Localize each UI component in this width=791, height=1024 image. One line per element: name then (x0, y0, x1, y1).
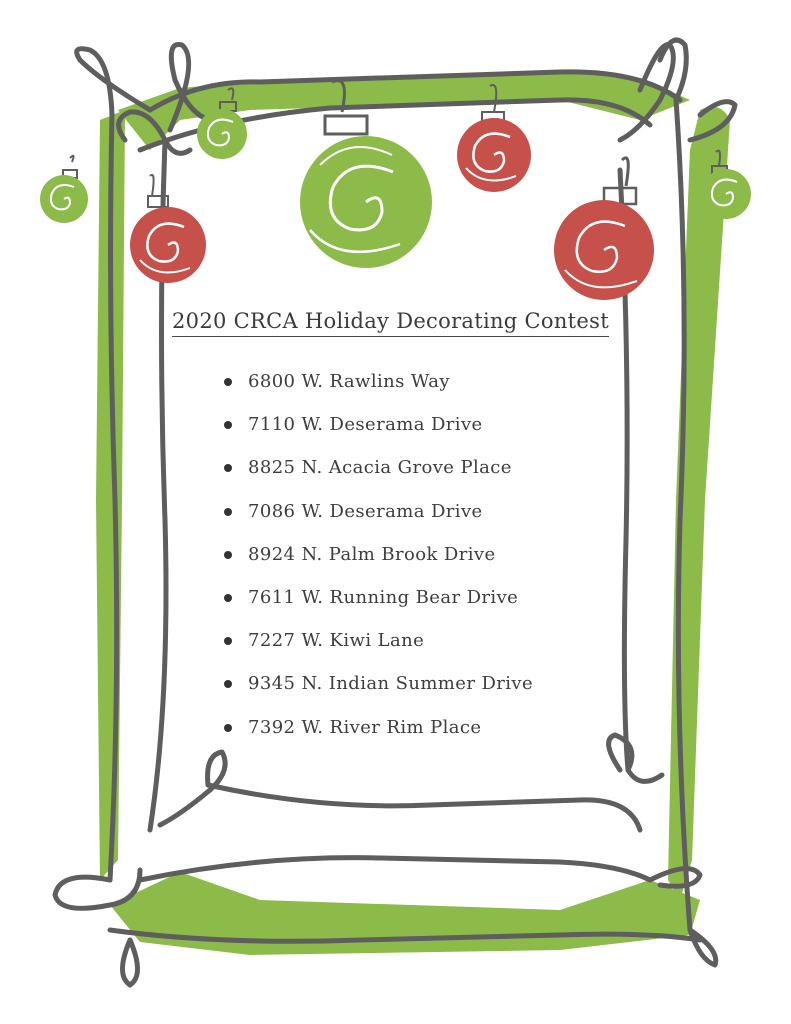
list-item (218, 411, 533, 454)
bullet-icon (224, 637, 232, 645)
address-text: 7086 W. Deserama Drive (248, 500, 483, 522)
address-list (218, 368, 533, 757)
bullet-icon (224, 594, 232, 602)
bullet-icon (224, 378, 232, 386)
bullet-icon (224, 464, 232, 472)
bullet-icon (224, 724, 232, 732)
list-item (218, 541, 533, 584)
address-text: 8825 N. Acacia Grove Place (248, 457, 512, 479)
bullet-icon (224, 551, 232, 559)
list-item (218, 670, 533, 713)
address-text: 9345 N. Indian Summer Drive (248, 673, 534, 695)
address-text: 7392 W. River Rim Place (248, 716, 482, 738)
address-text: 7227 W. Kiwi Lane (248, 630, 425, 652)
contest-title: 2020 CRCA Holiday Decorating Contest (172, 308, 609, 337)
list-item (218, 714, 533, 757)
address-text: 7611 W. Running Bear Drive (248, 586, 519, 608)
list-item (218, 368, 533, 411)
address-text: 6800 W. Rawlins Way (248, 371, 450, 392)
list-item (218, 498, 533, 541)
bullet-icon (224, 680, 232, 688)
address-text: 8924 N. Palm Brook Drive (248, 543, 496, 565)
list-item (218, 627, 533, 670)
bullet-icon (224, 508, 232, 516)
list-item (218, 454, 533, 497)
list-item (218, 584, 533, 627)
bullet-icon (224, 421, 232, 429)
address-text: 7110 W. Deserama Drive (248, 414, 483, 436)
